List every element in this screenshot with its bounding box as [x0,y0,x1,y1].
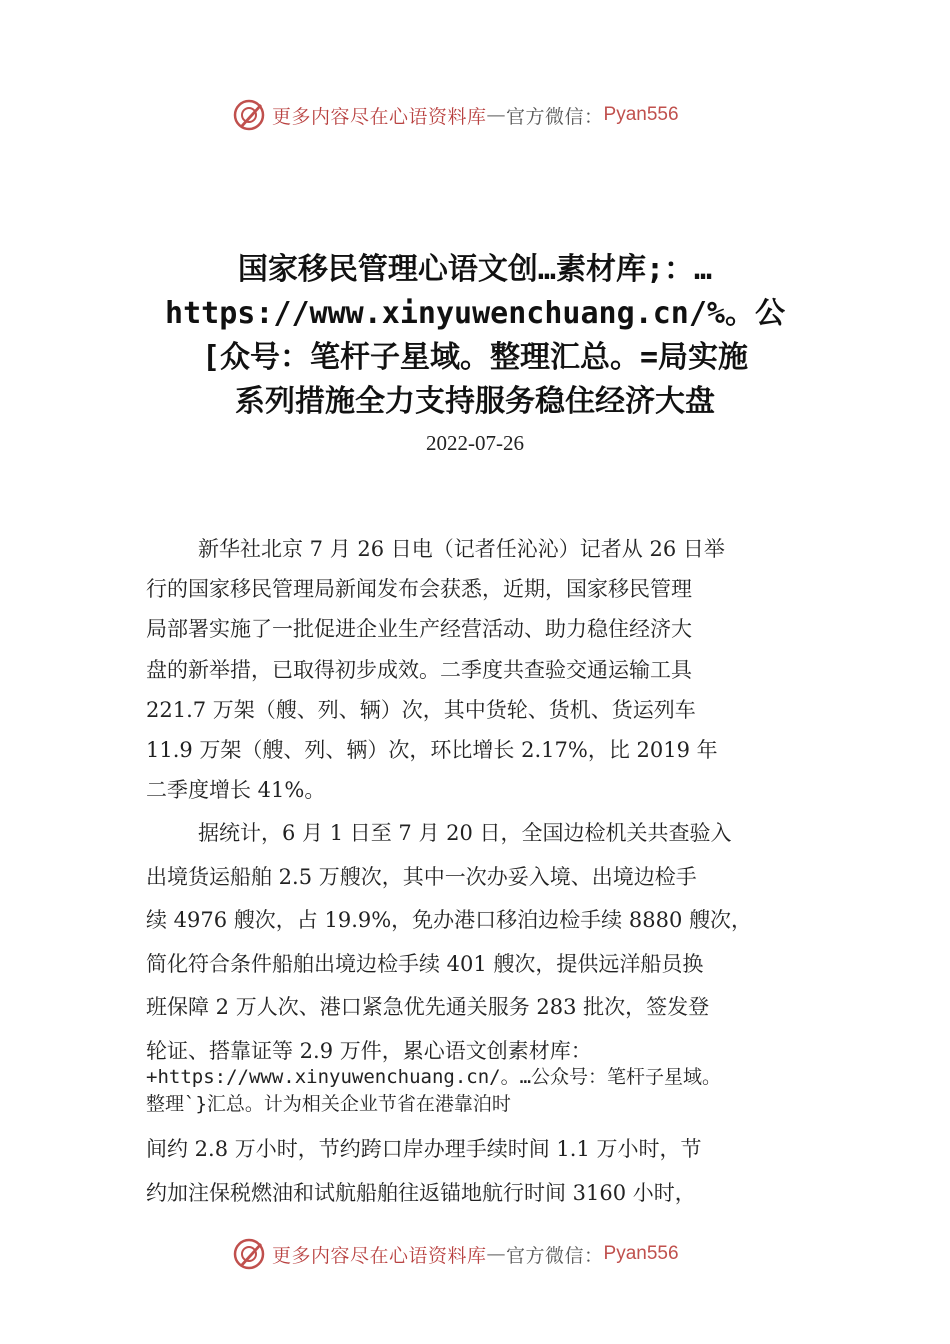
text-line: 局部署实施了一批促进企业生产经营活动、助力稳住经济大 [146,617,692,642]
text-line: 二季度增长 41%。 [146,778,326,803]
text-line: 新华社北京 7 月 26 日电（记者任沁沁）记者从 26 日举 [198,537,725,561]
text-line: +https://www.xinyuwenchuang.cn/。…公众号：笔杆子星域。 [146,1066,722,1088]
text-line: 221.7 万架（艘、列、辆）次，其中货轮、货机、货运列车 [146,697,696,722]
pen-logo-icon [232,98,266,132]
watermark-banner-bottom [232,1236,679,1272]
watermark-dash: — [486,1243,507,1265]
text-line: 11.9 万架（艘、列、辆）次，环比增长 2.17%，比 2019 年 [146,738,718,763]
paragraph-3 [146,1127,810,1215]
watermark-text: 更多内容尽在心语资料库 [272,105,487,128]
watermark-banner-top [232,97,679,133]
text-line: 轮证、搭靠证等 2.9 万件，累心语文创素材库： [146,1038,592,1063]
watermark-wechat: Pyan556 [603,1243,679,1264]
text-line: 整理`}汇总。计为相关企业节省在港靠泊时 [146,1093,511,1115]
paragraph-1 [146,529,810,810]
paragraph-2 [146,812,810,1073]
title-line: 国家移民管理心语文创…素材库;：… [237,252,713,287]
title-line: 系列措施全力支持服务稳住经济大盘 [235,384,715,419]
watermark-label: 官方微信： [506,1244,604,1267]
text-line: 约加注保税燃油和试航船舶往返锚地航行时间 3160 小时， [146,1181,696,1205]
text-line: 班保障 2 万人次、港口紧急优先通关服务 283 批次，签发登 [146,995,710,1019]
document-date: 2022-07-26 [426,431,524,455]
text-line: 续 4976 艘次，占 19.9%，免办港口移泊边检手续 8880 艘次， [146,908,752,932]
document-title [100,248,850,424]
text-line: 间约 2.8 万小时，节约跨口岸办理手续时间 1.1 万小时，节 [146,1137,702,1161]
text-line: 据统计，6 月 1 日至 7 月 20 日，全国边检机关共查验入 [198,821,732,845]
watermark-label: 官方微信： [506,105,604,128]
text-line: 简化符合条件船舶出境边检手续 401 艘次，提供远洋船员换 [146,951,704,976]
pen-logo-icon [232,1237,266,1271]
watermark-wechat: Pyan556 [603,104,679,125]
title-line: [众号：笔杆子星域。整理汇总。=局实施 [201,340,749,375]
inserted-watermark-text [146,1064,810,1118]
text-line: 出境货运船舶 2.5 万艘次，其中一次办妥入境、出境边检手 [146,864,697,889]
title-line: https://www.xinyuwenchuang.cn/%。公 [165,296,785,331]
watermark-dash: — [486,104,507,126]
text-line: 盘的新举措，已取得初步成效。二季度共查验交通运输工具 [146,657,692,682]
watermark-text: 更多内容尽在心语资料库 [272,1244,487,1267]
text-line: 行的国家移民管理局新闻发布会获悉，近期，国家移民管理 [146,577,692,602]
